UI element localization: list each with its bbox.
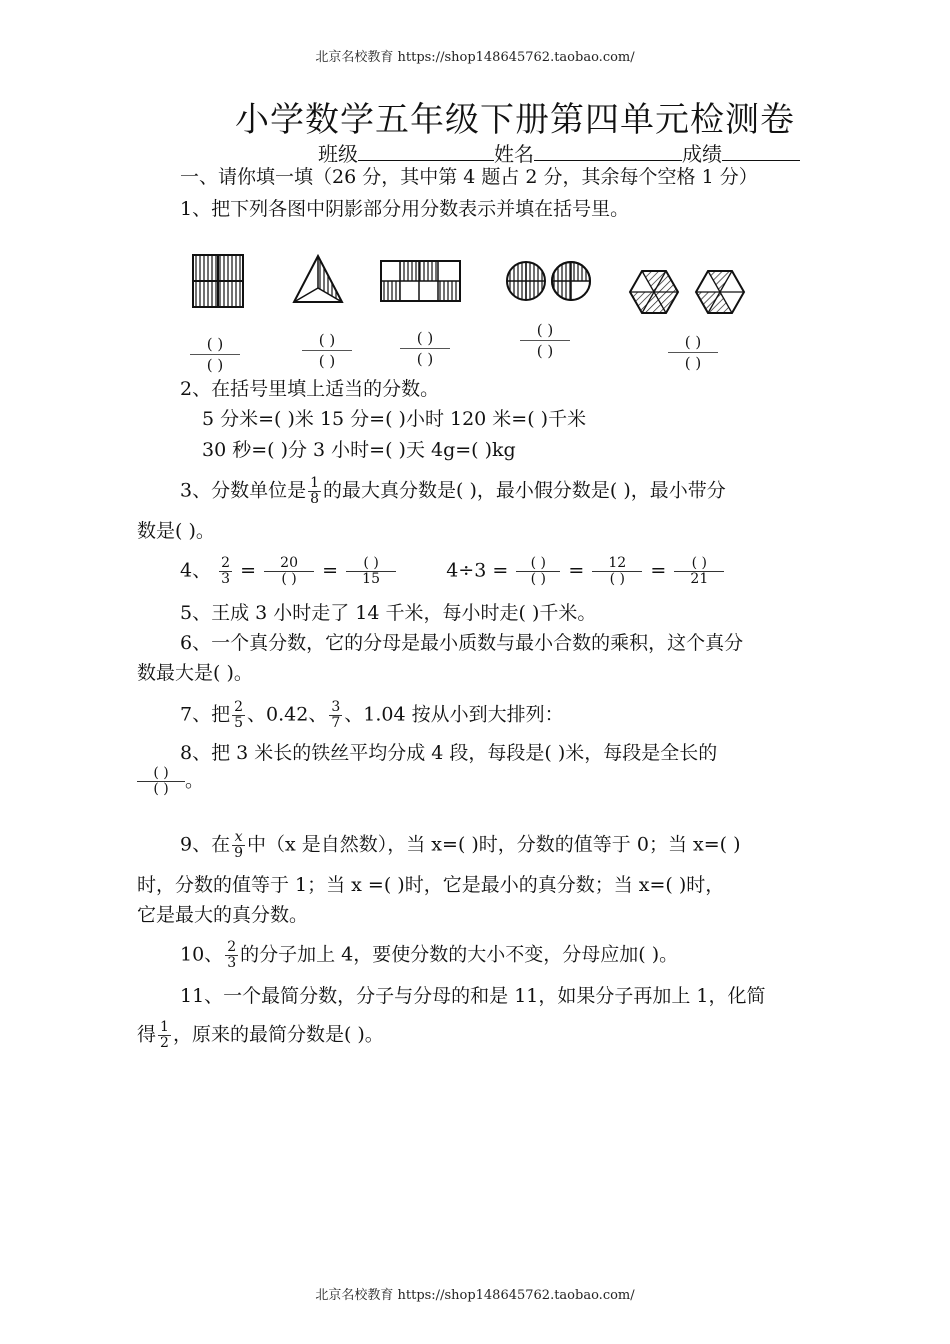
- q7-fraction-2-5: [232, 700, 245, 731]
- q4-fraction-12[interactable]: [592, 556, 642, 587]
- question-11-cont: [137, 1020, 384, 1051]
- q4-fraction-21[interactable]: [674, 556, 724, 587]
- page-title: 小学数学五年级下册第四单元检测卷: [235, 100, 795, 140]
- name-field[interactable]: [534, 142, 682, 161]
- denominator-blank: ( ): [153, 781, 169, 797]
- answer-fraction-5[interactable]: [668, 332, 718, 373]
- question-11: 11、一个最简分数，分子与分母的和是 11，如果分子再加上 1，化简: [180, 985, 766, 1007]
- section-1-heading: 一、请你填一填（26 分，其中第 4 题占 2 分，其余每个空格 1 分）: [180, 166, 758, 188]
- student-info: [318, 138, 800, 167]
- q3-text-a: 3、分数单位是: [180, 479, 307, 502]
- q9-text-b: 中（x 是自然数），当 x=( )时，分数的值等于 0；当 x=( ): [247, 833, 741, 856]
- answer-denominator: ( ): [536, 342, 554, 360]
- figure-two-hexagons: [628, 266, 750, 318]
- q4-fraction-15[interactable]: [346, 556, 396, 587]
- score-label: 成绩: [682, 142, 722, 166]
- denominator: 21: [690, 571, 709, 587]
- numerator-blank: ( ): [674, 556, 724, 572]
- denominator: 5: [234, 715, 244, 731]
- name-label: 姓名: [494, 142, 534, 166]
- denominator: 3: [227, 955, 237, 971]
- answer-denominator: ( ): [206, 356, 224, 374]
- numerator: 1: [160, 1019, 169, 1035]
- numerator: 3: [331, 699, 341, 715]
- question-8-cont: [137, 766, 204, 797]
- answer-numerator: ( ): [520, 320, 570, 341]
- answer-denominator: ( ): [684, 354, 702, 372]
- answer-fraction-4[interactable]: [520, 320, 570, 361]
- question-6-cont: 数最大是( )。: [137, 662, 253, 684]
- q7-text-a: 7、把: [180, 703, 231, 726]
- numerator-blank: ( ): [346, 556, 396, 572]
- question-7: [180, 700, 564, 731]
- question-9-cont-1: 时，分数的值等于 1；当 x =( )时，它是最小的真分数；当 x=( )时，: [137, 874, 725, 896]
- figure-grid-rectangle: [378, 258, 464, 304]
- question-1: 1、把下列各图中阴影部分用分数表示并填在括号里。: [180, 198, 630, 220]
- numerator: 12: [592, 556, 642, 572]
- denominator: 9: [234, 845, 244, 861]
- question-2-row-2: 30 秒=( )分 3 小时=( )天 4g=( )kg: [202, 439, 516, 461]
- question-3: [180, 476, 726, 507]
- q7-text-c: 、1.04 按从小到大排列：: [344, 703, 564, 726]
- q8-fraction-blank[interactable]: [137, 766, 185, 797]
- denominator: 15: [362, 571, 380, 587]
- q4-fraction-2-3: [219, 556, 232, 587]
- answer-denominator: ( ): [318, 352, 336, 370]
- figure-hatched-square: [190, 252, 246, 310]
- equals: =: [568, 559, 585, 582]
- numerator-blank: ( ): [137, 766, 185, 782]
- q3-fraction: [308, 476, 321, 507]
- question-8: 8、把 3 米长的铁丝平均分成 4 段，每段是( )米，每段是全长的: [180, 742, 718, 764]
- denominator: 8: [310, 491, 320, 507]
- question-3-cont: 数是( )。: [137, 520, 215, 542]
- denominator: 3: [221, 571, 231, 587]
- question-4: [180, 556, 726, 587]
- q10-text-a: 10、: [180, 943, 224, 966]
- answer-fraction-3[interactable]: [400, 328, 450, 369]
- q11-text-b: 得: [137, 1023, 157, 1046]
- question-5: 5、王成 3 小时走了 14 千米，每小时走( )千米。: [180, 602, 597, 624]
- numerator: x: [232, 830, 245, 846]
- denominator-blank: ( ): [609, 571, 625, 587]
- q4-label: 4、: [180, 559, 212, 582]
- numerator: 1: [310, 475, 320, 491]
- q10-fraction-2-3: [225, 940, 238, 971]
- answer-fraction-2[interactable]: [302, 330, 352, 371]
- question-9: [180, 830, 740, 861]
- q11-fraction-1-2: [158, 1020, 171, 1051]
- page-footer: 北京名校教育 https://shop148645762.taobao.com/: [315, 1288, 635, 1303]
- denominator: 7: [331, 715, 341, 731]
- score-field[interactable]: [722, 142, 800, 161]
- question-2-row-1: 5 分米=( )米 15 分=( )小时 120 米=( )千米: [202, 408, 587, 430]
- denominator: 2: [160, 1035, 169, 1051]
- class-field[interactable]: [358, 142, 494, 161]
- numerator: 2: [221, 555, 231, 571]
- division-expression: 4÷3 =: [446, 559, 509, 582]
- page-header: 北京名校教育 https://shop148645762.taobao.com/: [315, 50, 635, 65]
- q11-text-c: ，原来的最简分数是( )。: [172, 1023, 384, 1046]
- answer-numerator: ( ): [190, 334, 240, 355]
- denominator-blank: ( ): [530, 571, 546, 587]
- q10-text-b: 的分子加上 4，要使分数的大小不变，分母应加( )。: [240, 943, 679, 966]
- equals: =: [322, 559, 339, 582]
- q8-text-b: 。: [185, 769, 205, 792]
- answer-numerator: ( ): [400, 328, 450, 349]
- figure-triangle: [290, 252, 346, 306]
- numerator: 20: [264, 556, 314, 572]
- question-9-cont-2: 它是最大的真分数。: [137, 904, 309, 926]
- numerator-blank: ( ): [516, 556, 560, 572]
- numerator: 2: [234, 699, 244, 715]
- denominator-blank: ( ): [281, 571, 297, 587]
- numerator: 2: [227, 939, 237, 955]
- answer-fraction-1[interactable]: [190, 334, 240, 375]
- answer-denominator: ( ): [416, 350, 434, 368]
- q4-fraction-20[interactable]: [264, 556, 314, 587]
- q4-fraction-blank[interactable]: [516, 556, 560, 587]
- equals: =: [650, 559, 667, 582]
- q7-fraction-3-7: [329, 700, 342, 731]
- answer-numerator: ( ): [302, 330, 352, 351]
- question-6: 6、一个真分数，它的分母是最小质数与最小合数的乘积，这个真分: [180, 632, 744, 654]
- figure-two-circles: [504, 258, 594, 304]
- q9-text-a: 9、在: [180, 833, 231, 856]
- q9-fraction-x-9: [232, 830, 245, 861]
- answer-numerator: ( ): [668, 332, 718, 353]
- equals: =: [240, 559, 257, 582]
- q3-text-b: 的最大真分数是( )，最小假分数是( )，最小带分: [323, 479, 726, 502]
- question-10: [180, 940, 678, 971]
- question-2: 2、在括号里填上适当的分数。: [180, 378, 440, 400]
- class-label: 班级: [318, 142, 358, 166]
- q7-text-b: 、0.42、: [247, 703, 328, 726]
